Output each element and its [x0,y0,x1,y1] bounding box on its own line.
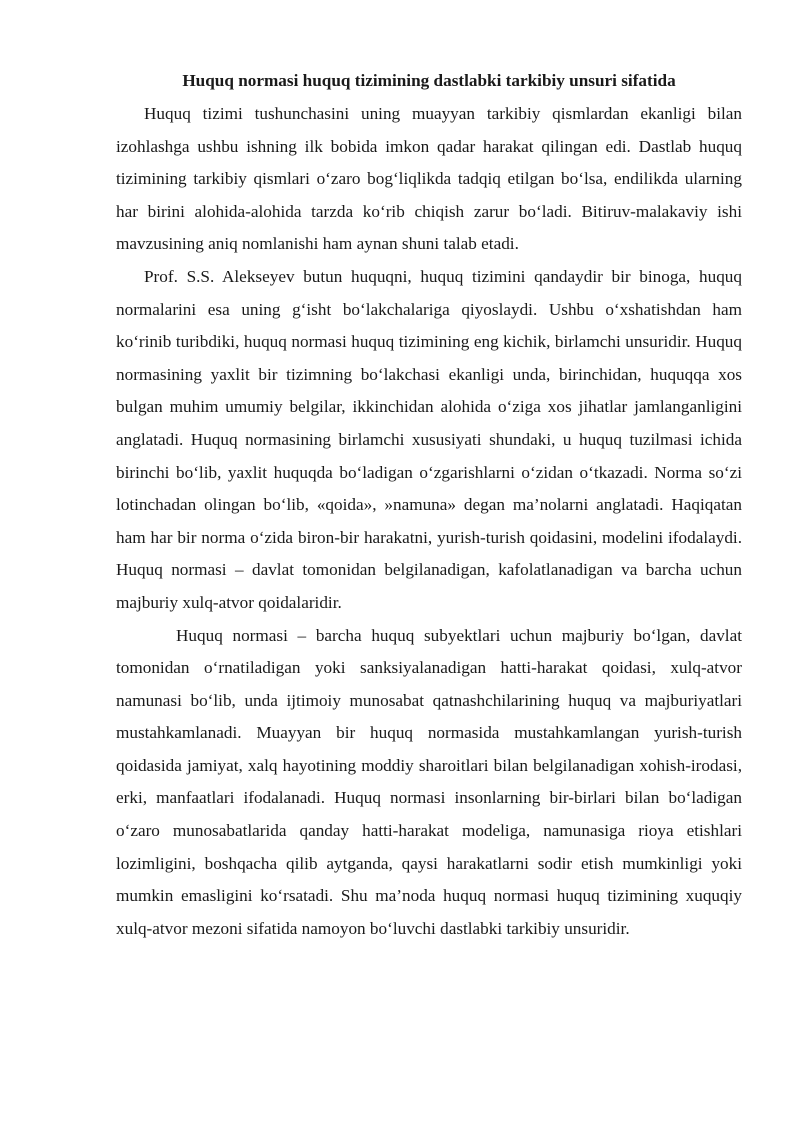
paragraph-3: Huquq normasi – barcha huquq subyektlari uchun majburiy bo‘lgan, davlat tomonidan o‘rnatiladigan yoki sanksiyalanadigan hatti-harakat qoidasi, xulq-atvor namunasi bo‘lib, unda ijtimoiy munosabat qatnashchilarining huquq va majburiyatlari mustahkamlanadi. Muayyan bir huquq normasida mustahkamlangan yurish-turish qoidasida jamiyat, xalq hayotining moddiy sharoitlari bilan belgilanadigan xohish-irodasi, erki, manfaatlari ifodalanadi. Huquq normasi insonlarning bir-birlari bilan bo‘ladigan o‘zaro munosabatlarida qanday hatti-harakat modeliga, namunasiga rioya etishlari lozimligini, boshqacha qilib aytganda, qaysi harakatlarni sodir etish mumkinligi yoki mumkin emasligini ko‘rsatadi. Shu ma’noda huquq normasi huquq tizimining xuquqiy xulq-atvor mezoni sifatida namoyon bo‘luvchi dastlabki tarkibiy unsuridir. [116,625,742,938]
document-title: Huquq normasi huquq tizimining dastlabki tarkibiy unsuri sifatida [182,71,676,90]
paragraph-2: Prof. S.S. Alekseyev butun huquqni, huquq tizimini qandaydir bir binoga, huquq normalarini esa uning g‘isht bo‘lakchalariga qiyoslaydi. Ushbu o‘xshatishdan ham ko‘rinib turibdiki, huquq normasi huquq tizimining eng kichik, birlamchi unsuridir. Huquq normasining yaxlit bir tizimning bo‘lakchasi ekanligi unda, birinchidan, huquqqa xos bulgan muhim umumiy belgilar, ikkinchidan alohida o‘ziga xos jihatlar jamlanganligini anglatadi. Huquq normasining birlamchi xususiyati shundaki, u huquq tuzilmasi ichida birinchi bo‘lib, yaxlit huquqda bo‘ladigan o‘zgarishlarni o‘zidan o‘tkazadi. Norma so‘zi lotinchadan olingan bo‘lib, «qoida», »namuna» degan ma’nolarni anglatadi. Haqiqatan ham har bir norma o‘zida biron-bir harakatni, yurish-turish qoidasini, modelini ifodalaydi. Huquq normasi – davlat tomonidan belgilanadigan, kafolatlanadigan va barcha uchun majburiy xulq-atvor qoidalaridir. [116,266,742,612]
document-page [116,68,742,945]
paragraph-1: Huquq tizimi tushunchasini uning muayyan tarkibiy qismlardan ekanligi bilan izohlashga ushbu ishning ilk bobida imkon qadar harakat qilingan edi. Dastlab huquq tizimining tarkibiy qismlari o‘zaro bog‘liqlikda tadqiq etilgan bo‘lsa, endilikda ularning har birini alohida-alohida tarzda ko‘rib chiqish zarur bo‘ladi. Bitiruv-malakaviy ishi mavzusining aniq nomlanishi ham aynan shuni talab etadi. [116,104,742,254]
